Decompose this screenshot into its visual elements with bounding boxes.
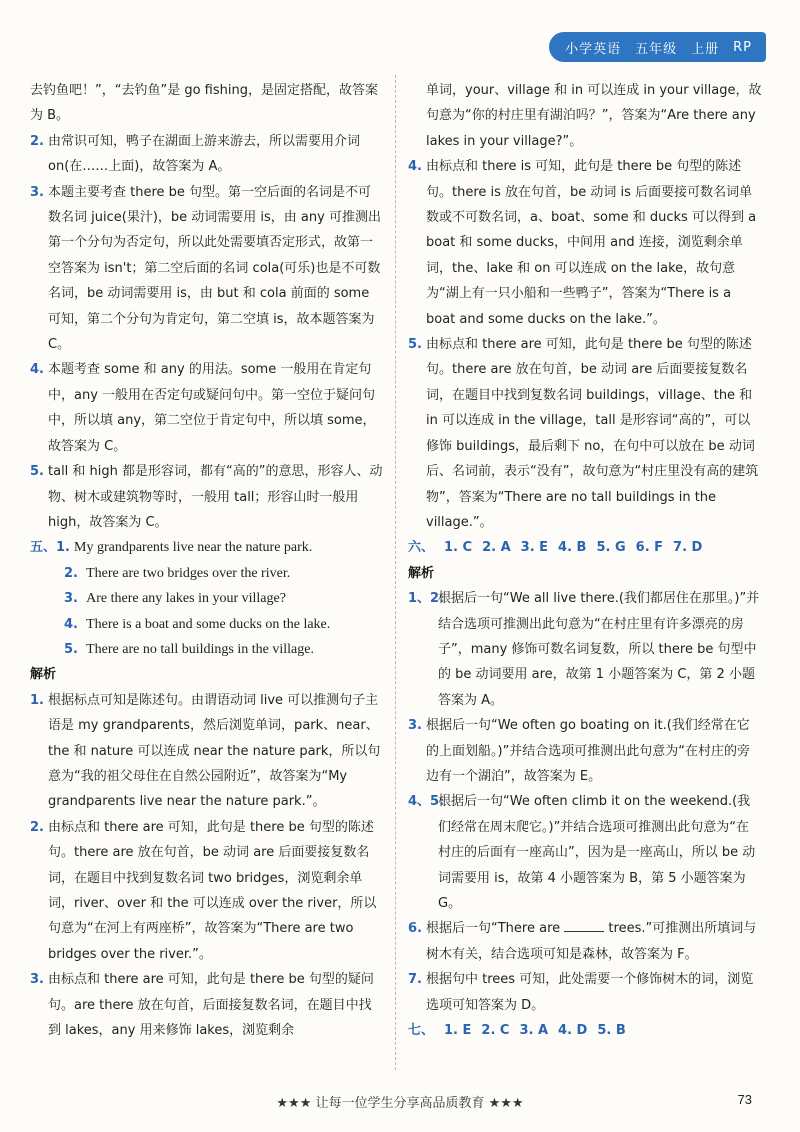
answer-sentence: Are there any lakes in your village?: [86, 591, 286, 607]
section-seven-answers: [408, 1018, 762, 1043]
answer-number: 1.: [56, 540, 70, 556]
item-text: 由标点和 there is 可知，此句是 there be 句型的陈述句。there is 放在句首，be 动词 is 后面要接可数名词单数或不可数名词，a、boat、some 和 ducks 可以得到 a boat 和 some ducks，中间用 and 连接，浏览剩余单词，the、lake 和 on 可以连成 on the lake，故句意为“湖上有一只小船和一些鸭子”，答案为“There is a boat and some ducks on the lake.”。: [426, 159, 757, 327]
right-column: [408, 78, 762, 1043]
item-text: 根据句中 trees 可知，此处需要一个修饰树木的词，浏览选项可知答案为 D。: [426, 972, 754, 1013]
item-text: 根据后一句“We all live there.(我们都居住在那里。)”并结合选项可推测出此句意为“在村庄里有许多漂亮的房子”，many 修饰可数名词复数，所以 there be 句型中的 be 动词要用 are，故第 1 小题答案为 C，第 2 小题答案为 A。: [438, 591, 760, 708]
item-number: 4.: [30, 362, 44, 378]
edition-label: RP: [733, 39, 752, 55]
item-number: 5.: [30, 464, 44, 480]
section-five-answers: [30, 535, 384, 662]
section-six-answers: [408, 535, 762, 560]
item-number: 2.: [30, 819, 44, 835]
analysis-heading: 解析: [30, 667, 57, 683]
item-text: 由标点和 there are 可知，此句是 there be 句型的陈述句。there are 放在句首，be 动词 are 后面要接复数名词，在题目中找到复数名词 two bridges，浏览剩余单词，river、over 和 the 可以连成 over the river，所以句意为“在河上有两座桥”，故答案为“There are two bridges over the river.”。: [48, 819, 377, 962]
answer-key: 1. C: [444, 540, 473, 556]
section-label: 五、: [30, 540, 57, 556]
footer-slogan: ★★★ 让每一位学生分享高品质教育 ★★★: [276, 1096, 524, 1111]
item-number: 1.: [30, 692, 44, 708]
item-text: 单词，your、village 和 in 可以连成 in your village，故句意为“你的村庄里有湖泊吗？”，答案为“Are there any lakes in your village?”。: [426, 83, 762, 149]
item-text: 由标点和 there are 可知，此句是 there be 句型的疑问句。are there 放在句首，后面接复数名词，在题目中找到 lakes，any 用来修饰 lakes，浏览剩余: [48, 972, 374, 1039]
item-number: 3.: [30, 972, 44, 988]
answer-key: 3. E: [520, 540, 549, 556]
analysis-item: [30, 815, 384, 967]
item-text: 根据后一句“We often climb it on the weekend.(我们经常在周末爬它。)”并结合选项可推测出此句意为“在村庄的后面有一座高山”，因为是一座高山，所以 be 动词需要用 is，故第 4 小题答案为 B，第 5 小题答案为 G。: [438, 794, 756, 911]
explanation-item: [30, 129, 384, 180]
analysis-item: [408, 789, 762, 916]
item-number: 2.: [30, 133, 44, 149]
book-header-badge: [549, 32, 766, 62]
item-text: 根据后一句“We often go boating on it.(我们经常在它的上面划船。)”并结合选项可推测出此句意为“在村庄的旁边有一个湖泊”，故答案为 E。: [426, 718, 751, 784]
item-text-after-blank: trees.”可推测出所填词与树木有关，结合选项可知是森林，故答案为 F。: [426, 921, 757, 962]
volume-label: 上册: [691, 41, 720, 57]
answer-key: 2. A: [482, 540, 511, 556]
item-text: tall 和 high 都是形容词，都有“高的”的意思，形容人、动物、树木或建筑物等时，一般用 tall；形容山时一般用 high，故答案为 C。: [48, 464, 383, 530]
item-text: 由常识可知，鸭子在湖面上游来游去，所以需要用介词 on(在……上面)，故答案为 A。: [48, 133, 361, 175]
analysis-item: [30, 688, 384, 815]
answer-key: 5. B: [597, 1023, 626, 1039]
answer-key: 6. F: [635, 540, 664, 556]
answer-sentence: There is a boat and some ducks on the lake.: [86, 616, 331, 632]
item-number: 6.: [408, 921, 422, 937]
analysis-item: [408, 916, 762, 967]
item-text: 根据标点可知是陈述句。由谓语动词 live 可以推测句子主语是 my grandparents，然后浏览单词，park、near、the 和 nature 可以连成 near the nature park，所以句意为“我的祖父母住在自然公园附近”，故答案为“My grandparents live near the nature park.”。: [48, 692, 381, 810]
item-number: 7.: [408, 972, 422, 988]
answer-sentence: There are two bridges over the river.: [86, 565, 291, 581]
answer-number: 4.: [64, 616, 78, 632]
answer-key: 7. D: [673, 540, 703, 556]
continued-paragraph: 去钓鱼吧！”，“去钓鱼”是 go fishing，是固定搭配，故答案为 B。: [30, 83, 378, 124]
explanation-item: [408, 154, 762, 332]
analysis-item: [408, 967, 762, 1018]
section-label: 六、: [408, 540, 435, 556]
answer-blank: [564, 917, 604, 932]
item-number: 3.: [408, 718, 422, 734]
item-number: 4、5.: [408, 794, 445, 810]
column-divider: [395, 75, 396, 1070]
analysis-item: [30, 967, 384, 1043]
item-number: 5.: [408, 337, 422, 353]
answer-number: 2.: [64, 565, 78, 581]
answer-sentence: My grandparents live near the nature park.: [74, 540, 313, 556]
item-number: 1、2.: [408, 591, 445, 607]
item-text: 本题主要考查 there be 句型。第一空后面的名词是不可数名词 juice(果汁)，be 动词需要用 is，由 any 可推测出第一个分句为否定句，所以此处需要填否定形式，故第一空答案为 isn't；第二空后面的名词 cola(可乐)也是不可数名词，be 动词需要用 is，由 but 和 cola 前面的 some 可知，第二个分句为肯定句，第二空填 is，故本题答案为 C。: [48, 184, 381, 353]
answer-key: 5. G: [596, 540, 626, 556]
explanation-item: [30, 459, 384, 535]
page-number: 73: [737, 1092, 752, 1107]
grade-label: 五年级: [635, 41, 678, 57]
explanation-item: [30, 180, 384, 358]
explanation-item: [408, 332, 762, 535]
answer-number: 5.: [64, 641, 78, 657]
answer-key: 4. D: [558, 1023, 588, 1039]
continued-paragraph: [408, 78, 762, 154]
item-number: 4.: [408, 159, 422, 175]
subject-label: 小学英语: [565, 41, 622, 57]
item-text-before-blank: 根据后一句“There are: [426, 921, 561, 937]
analysis-item: [408, 586, 762, 713]
answer-key: 3. A: [519, 1023, 549, 1039]
analysis-item: [408, 713, 762, 789]
answer-sentence: There are no tall buildings in the village.: [86, 641, 314, 657]
answer-key: 4. B: [558, 540, 587, 556]
left-column: [30, 78, 384, 1043]
analysis-heading: 解析: [408, 565, 435, 581]
item-text: 由标点和 there are 可知，此句是 there be 句型的陈述句。there are 放在句首，be 动词 are 后面要接复数名词，在题目中找到复数名词 buildings，village、the 和 in 可以连成 in the village，tall 是形容词“高的”，可以修饰 buildings，最后剩下 no，在句中可以放在 be 动词后、名词前，表示“没有”，故句意为“村庄里没有高的建筑物”，答案为“There are no tall buildings in the village.”。: [426, 337, 759, 530]
item-number: 3.: [30, 184, 44, 200]
explanation-item: [30, 357, 384, 459]
answer-key: 2. C: [481, 1023, 510, 1039]
answer-number: 3.: [64, 591, 78, 607]
item-text: 本题考查 some 和 any 的用法。some 一般用在肯定句中，any 一般用在否定句或疑问句中。第一空位于疑问句中，所以填 any，第二空位于肯定句中，所以填 some，故答案为 C。: [48, 362, 376, 454]
section-label: 七、: [408, 1023, 435, 1039]
answer-key: 1. E: [444, 1023, 472, 1039]
